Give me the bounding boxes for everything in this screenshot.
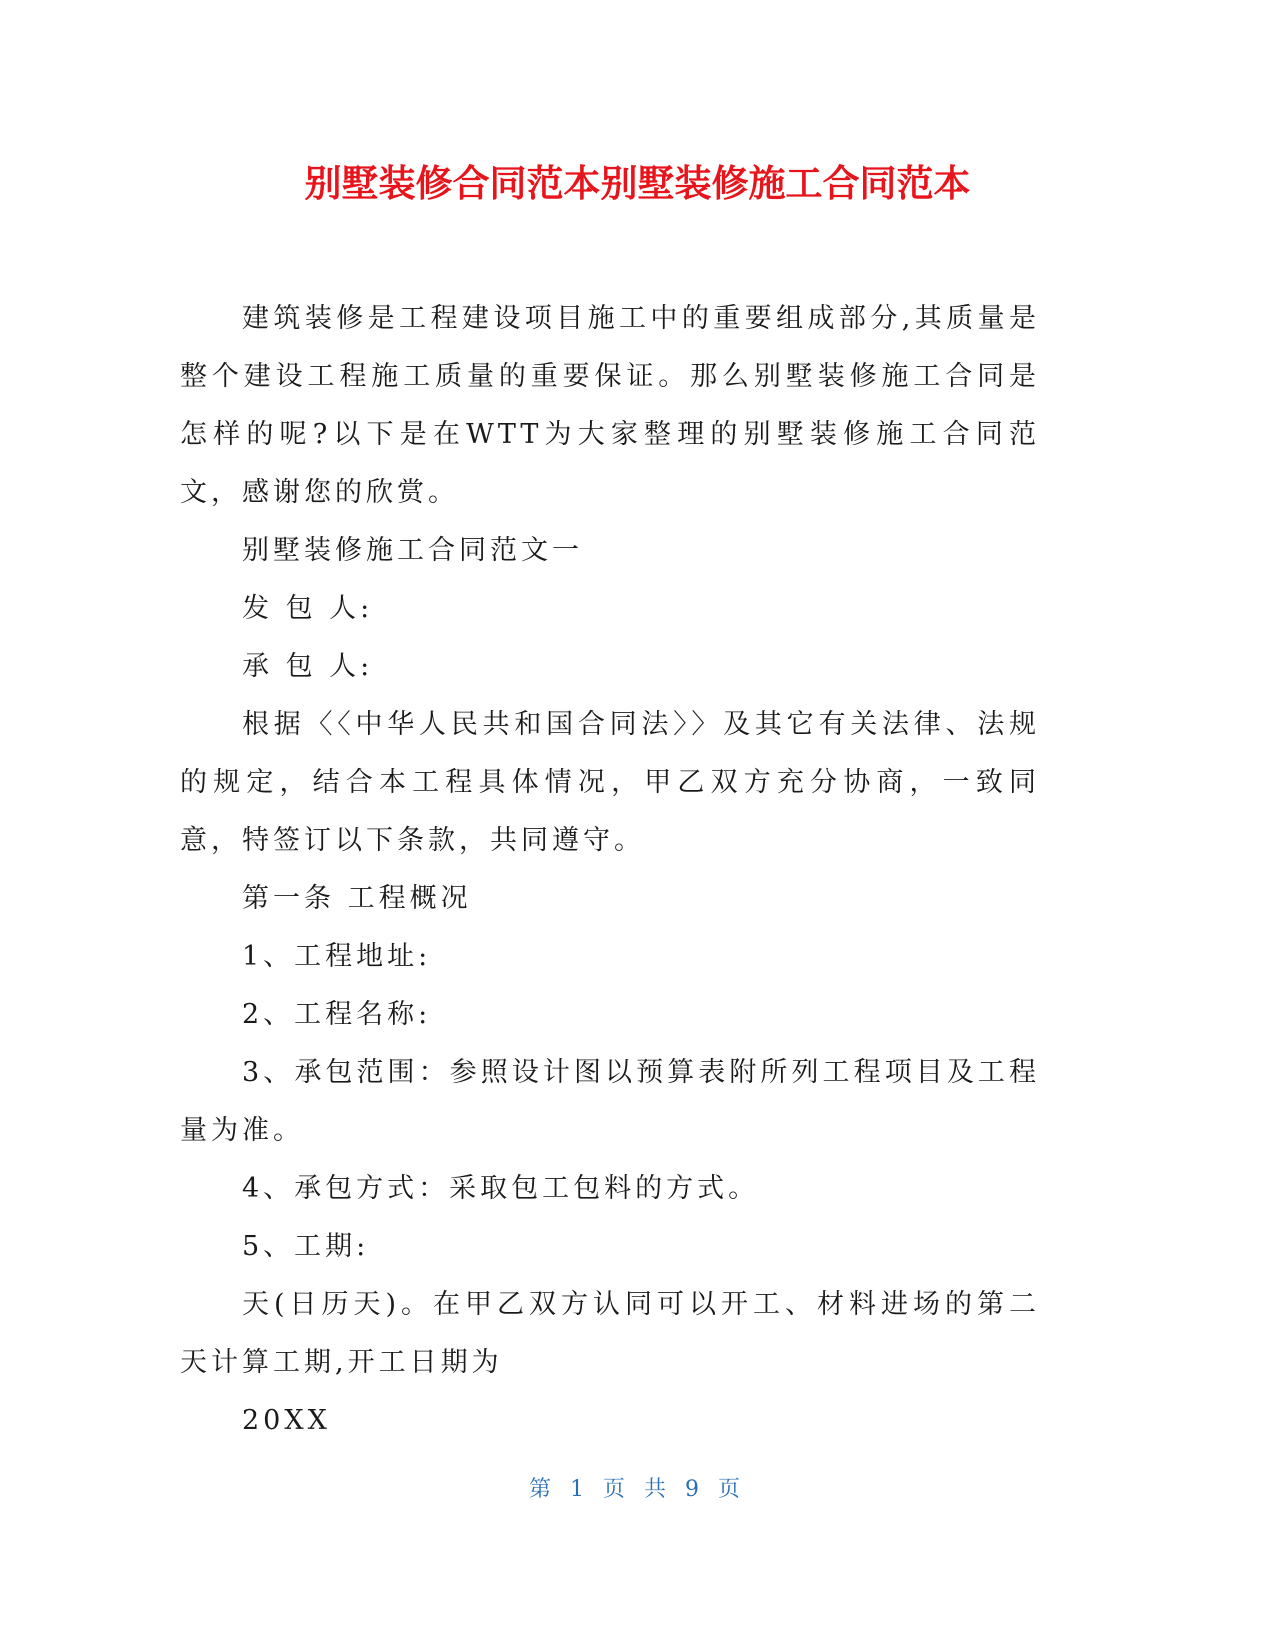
- party-a-line: 发 包 人:: [242, 593, 374, 624]
- document-title: 别墅装修合同范本别墅装修施工合同范本: [304, 162, 971, 205]
- clause-name: 2、工程名称:: [242, 999, 432, 1030]
- duration-detail: 天(日历天)。在甲乙双方认同可以开工、材料进场的第二天计算工期,开工日期为: [180, 1289, 1040, 1378]
- clause-address: 1、工程地址:: [242, 941, 432, 972]
- intro-paragraph: 建筑装修是工程建设项目施工中的重要组成部分,其质量是整个建设工程施工质量的重要保证。那么别墅装修施工合同是怎样的呢?以下是在WTT为大家整理的别墅装修施工合同范文，感谢您的欣赏。: [180, 303, 1040, 508]
- legal-basis-paragraph: 根据〈〈中华人民共和国合同法〉〉及其它有关法律、法规的规定，结合本工程具体情况，甲乙双方充分协商，一致同意，特签订以下条款，共同遵守。: [180, 709, 1040, 856]
- clause-scope: 3、承包范围：参照设计图以预算表附所列工程项目及工程量为准。: [180, 1057, 1040, 1146]
- clause-method: 4、承包方式：采取包工包料的方式。: [242, 1173, 760, 1204]
- party-b-line: 承 包 人:: [242, 651, 374, 682]
- document-body: [180, 290, 1040, 1450]
- article-one-heading: 第一条 工程概况: [242, 883, 472, 914]
- year-line: 20XX: [242, 1405, 331, 1436]
- clause-duration: 5、工期:: [242, 1231, 370, 1262]
- page-footer: 第 1 页 共 9 页: [529, 1477, 746, 1502]
- section-heading: 别墅装修施工合同范文一: [242, 535, 583, 566]
